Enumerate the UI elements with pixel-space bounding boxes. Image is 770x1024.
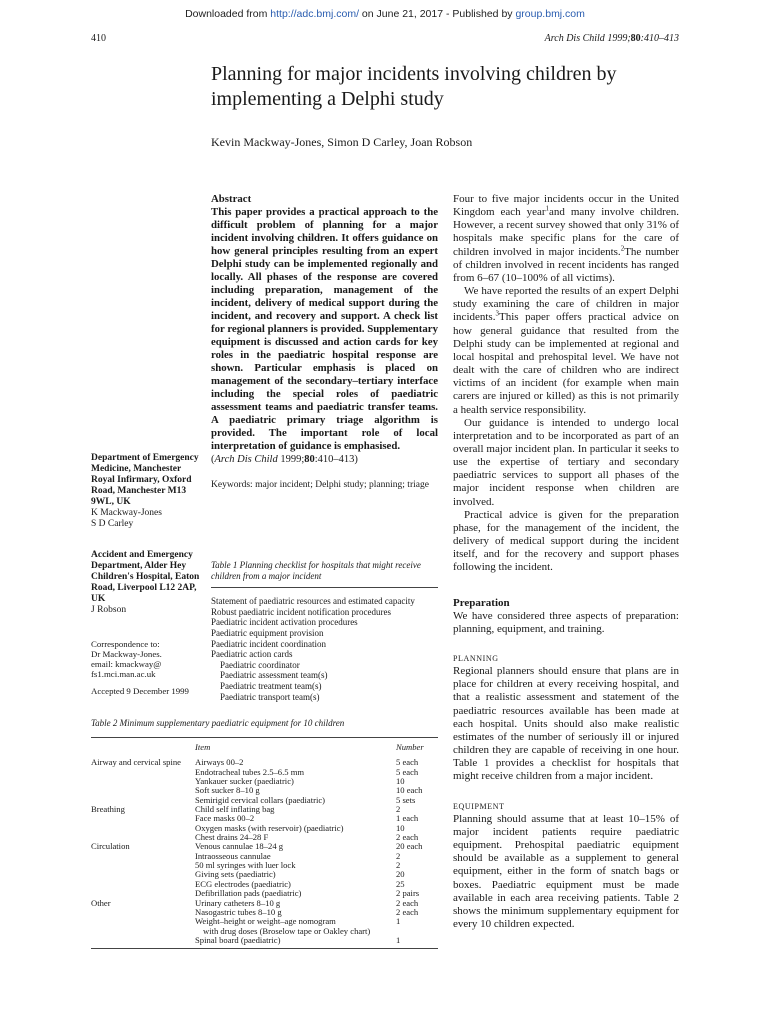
paragraph-preparation: We have considered three aspects of preparation: planning, equipment, and training. <box>453 609 679 635</box>
paragraph-equipment: Planning should assume that at least 10–15% of major incident patients require paediatric equipment. Prehospital paediatric equipment should be available as a supplement to general equipment, either in the form of snatch bags or boxes. Paediatric equipment must be made available in each area receiving patients. Table 2 shows the minimum supplementary equipment for every 10 children expected. <box>453 812 679 930</box>
table-1-subitem: Paediatric coordinator <box>220 659 300 670</box>
table-2-number: 2 <box>396 860 401 871</box>
abstract-body: This paper provides a practical approach to the difficult problem of planning for a major incident involving children. It offers guidance on how general principles resulting from an expert Delphi study can be implemented regionally and locally. All phases of the response are covered including preparation, management of the incident, delivery of medical support during the incident, and recovery and support. A check list for regional planners is provided. Supplementary equipment is discussed and action cards for key roles in the paediatric hospital response are shown. Particular emphasis is placed on management of the secondary–tertiary interface including the special roles of paediatric assessment teams and paediatric transfer teams. A paediatric primary triage algorithm is provided. The important role of local interpretation of guidance is emphasised. <box>211 206 438 453</box>
body-text <box>453 193 679 931</box>
table-2-section <box>91 870 195 879</box>
table-2-number: 2 each <box>396 897 419 908</box>
table-2-section <box>91 768 195 777</box>
table-2-number: 1 <box>396 934 401 945</box>
table-2-item: 50 ml syringes with luer lock <box>195 860 296 871</box>
table-2-section: Breathing <box>91 804 125 815</box>
accepted-date: Accepted 9 December 1999 <box>91 686 189 696</box>
table-2-item: Yankauer sucker (paediatric) <box>195 776 294 787</box>
correspondence: Correspondence to: Dr Mackway-Jones. email: kmackway@ fs1.mci.man.ac.uk <box>91 639 162 679</box>
table-2-item: Child self inflating bag <box>195 804 275 815</box>
keywords: Keywords: major incident; Delphi study; planning; triage <box>211 480 429 491</box>
affiliation-1-dept: Department of Emergency Medicine, Manchester Royal Infirmary, Oxford Road, Manchester M13 9WL, UK <box>91 453 199 507</box>
article-authors: Kevin Mackway-Jones, Simon D Carley, Joan Robson <box>211 135 473 149</box>
table-2-number: 2 <box>396 850 401 861</box>
table-2 <box>91 737 438 949</box>
table-2-section <box>91 824 195 833</box>
table-1-item: Statement of paediatric resources and estimated capacity <box>211 596 415 607</box>
table-2-item: Chest drains 24–28 F <box>195 832 269 843</box>
table-2-number <box>396 927 438 936</box>
table-2-number: 5 each <box>396 766 419 777</box>
journal-reference: Arch Dis Child 1999;80:410–413 <box>544 33 679 44</box>
download-link[interactable]: http://adc.bmj.com/ <box>270 8 359 20</box>
table-1 <box>211 560 438 702</box>
table-2-number: 2 pairs <box>396 888 420 899</box>
article-title: Planning for major incidents involving children by implementing a Delphi study <box>211 63 617 110</box>
table-2-number: 10 <box>396 776 405 787</box>
table-2-section <box>91 936 195 945</box>
table-2-section <box>91 917 195 926</box>
table-2-item: Giving sets (paediatric) <box>195 869 276 880</box>
table-2-caption: Table 2 Minimum supplementary paediatric equipment for 10 children <box>91 718 345 728</box>
table-2-section: Airway and cervical spine <box>91 757 181 768</box>
table-2-item: Intraosseous cannulae <box>195 850 271 861</box>
affiliation-2: Accident and Emergency Department, Alder Hey Children's Hospital, Eaton Road, Liverpool L12 2AP, UK J Robson <box>91 550 200 615</box>
affiliation-2-dept: Accident and Emergency Department, Alder Hey Children's Hospital, Eaton Road, Liverpool L12 2AP, UK <box>91 550 200 604</box>
table-2-item: Oxygen masks (with reservoir) (paediatric) <box>195 822 344 833</box>
table-2-item: Defibrillation pads (paediatric) <box>195 888 302 899</box>
table-2-section: Other <box>91 897 111 908</box>
table-2-item: ECG electrodes (paediatric) <box>195 878 291 889</box>
table-1-subitem: Paediatric transport team(s) <box>220 691 320 702</box>
section-heading-preparation: Preparation <box>453 596 510 609</box>
table-2-header-number: Number <box>396 742 424 752</box>
table-1-item: Paediatric incident activation procedures <box>211 617 358 628</box>
page-number: 410 <box>91 33 106 44</box>
paragraph-intro-4: Practical advice is given for the preparation phase, for the management of the incident, the delivery of medical support during the incident itself, and for the recovery and support phases following the incident. <box>453 508 679 574</box>
subsection-heading-planning: PLANNING <box>453 654 499 663</box>
table-1-item: Paediatric incident coordination <box>211 638 326 649</box>
affiliation-1: Department of Emergency Medicine, Manchester Royal Infirmary, Oxford Road, Manchester M13 9WL, UK K Mackway-Jones S D Carley <box>91 453 199 529</box>
table-2-number: 5 each <box>396 757 419 768</box>
table-2-item: Venous cannulae 18–24 g <box>195 841 284 852</box>
paragraph-intro-3: Our guidance is intended to undergo local interpretation and to be incorporated as part of an overall major incident plan. In particular it seeks to use the expertise of tertiary and secondary paediatric services to support all phases of the major incident response when children are involved. <box>453 416 679 508</box>
table-2-item: Weight–height or weight–age nomogram <box>195 916 336 927</box>
table-1-caption: Table 1 Planning checklist for hospitals that might receive children from a major incident <box>211 560 421 581</box>
table-2-section <box>91 814 195 823</box>
table-2-item: Face masks 00–2 <box>195 813 255 824</box>
table-2-number: 2 each <box>396 832 419 843</box>
table-2-item: Endotracheal tubes 2.5–6.5 mm <box>195 766 305 777</box>
paragraph-intro-2: We have reported the results of an expert Delphi study examining the care of children in major incidents.$^3$This paper offers practical advice on how general guidance that resulted from the Delphi study can be implemented at regional and local hospital and prehospital level. We have not dealt with the care of children who are indirect victims of an incident (for example when main carers are injured or killed) as this is not primarily a health service responsibility. <box>453 285 679 416</box>
table-2-item: Airways 00–2 <box>195 757 244 768</box>
table-2-number: 10 <box>396 822 405 833</box>
table-2-item: Nasogastric tubes 8–10 g <box>195 906 282 917</box>
table-2-number: 25 <box>396 878 405 889</box>
table-2-item: Soft sucker 8–10 g <box>195 785 260 796</box>
table-2-section <box>91 908 195 917</box>
paragraph-intro-1: Four to five major incidents occur in the United Kingdom each year$^1$and many involve children. However, a recent survey showed that only 31% of hospitals make specific plans for the care of children involved in major incidents.$^2$The number of children involved in recent incidents has ranged from 6–67 (10–100% of all victims). <box>453 193 680 284</box>
abstract-heading: Abstract <box>211 193 252 205</box>
table-1-subitem: Paediatric assessment team(s) <box>220 670 328 681</box>
table-2-number: 2 <box>396 804 401 815</box>
table-2-item: Semirigid cervical collars (paediatric) <box>195 794 326 805</box>
download-notice: Downloaded from http://adc.bmj.com/ on June 21, 2017 - Published by group.bmj.com <box>185 8 585 20</box>
table-2-section <box>91 927 195 936</box>
table-1-item: Paediatric equipment provision <box>211 627 324 638</box>
table-2-item: Spinal board (paediatric) <box>195 934 281 945</box>
table-2-number: 10 each <box>396 785 423 796</box>
table-2-item: with drug doses (Broselow tape or Oakley chart) <box>203 925 371 936</box>
table-1-subitem: Paediatric treatment team(s) <box>220 680 322 691</box>
publisher-link[interactable]: group.bmj.com <box>515 8 585 20</box>
table-2-section <box>91 786 195 795</box>
table-2-number: 5 sets <box>396 794 416 805</box>
table-1-item: Robust paediatric incident notification procedures <box>211 606 391 617</box>
table-2-number: 1 <box>396 916 401 927</box>
subsection-heading-equipment: EQUIPMENT <box>453 801 505 811</box>
table-2-row <box>91 777 438 786</box>
table-2-number: 1 each <box>396 813 419 824</box>
table-2-section <box>91 861 195 870</box>
table-2-item: Urinary catheters 8–10 g <box>195 897 281 908</box>
abstract-citation: (Arch Dis Child 1999;80:410–413) <box>211 454 358 466</box>
table-2-number: 2 each <box>396 906 419 917</box>
abstract <box>211 193 438 492</box>
table-1-item: Paediatric action cards <box>211 649 293 660</box>
table-2-section: Circulation <box>91 841 130 852</box>
table-2-section <box>91 880 195 889</box>
table-2-row <box>91 936 438 945</box>
table-2-section <box>91 852 195 861</box>
table-2-number: 20 <box>396 869 405 880</box>
table-2-header-item: Item <box>195 742 211 752</box>
table-2-number: 20 each <box>396 841 423 852</box>
table-2-section <box>91 777 195 786</box>
paragraph-planning: Regional planners should ensure that plans are in place for children at every receiving hospital, and that a realistic assessment and statement of the paediatric resources available has been made at each hospital. Units should also make realistic estimates of the number of seriously ill or injured children they are capable of receiving in one hour. Table 1 provides a checklist for hospitals that might receive children from a major incident. <box>453 665 679 783</box>
table-2-row <box>91 805 438 814</box>
